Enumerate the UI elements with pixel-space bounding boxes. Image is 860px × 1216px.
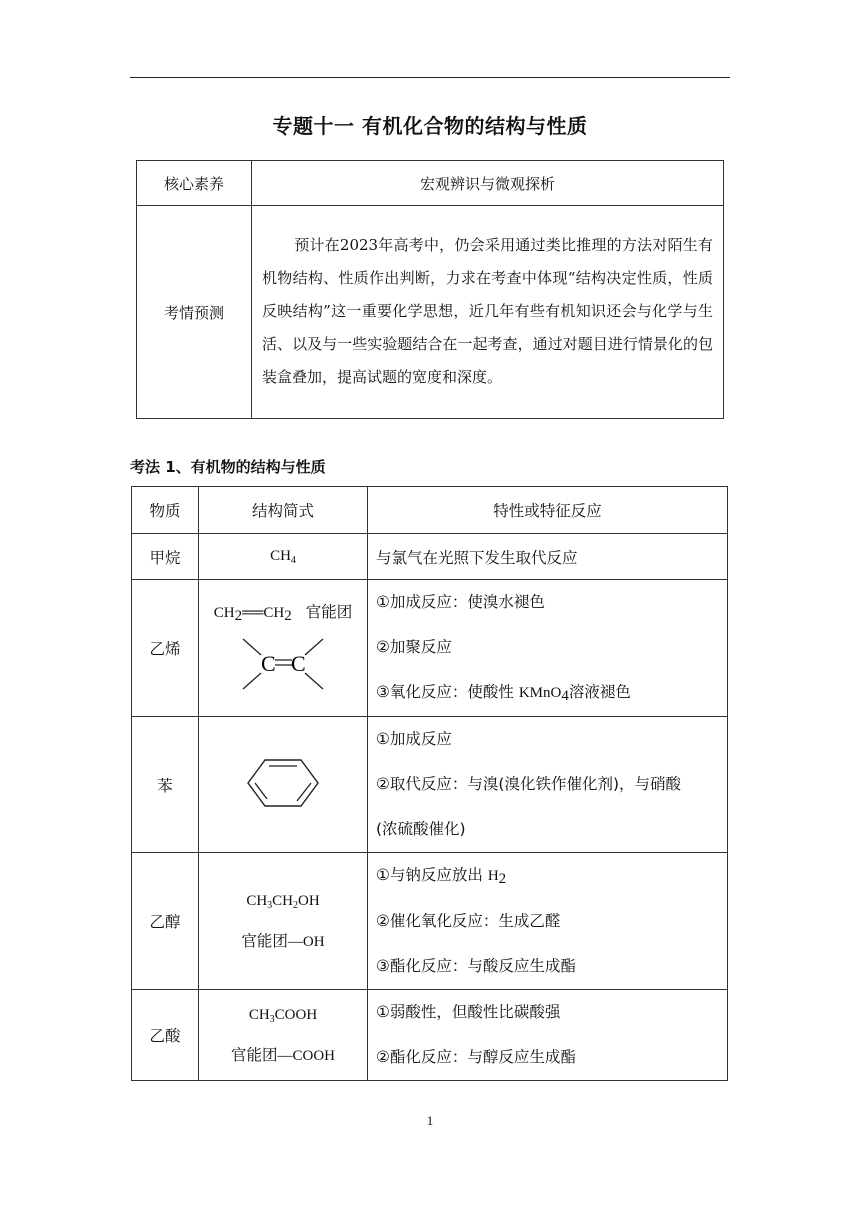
- props-acetic-acid: ①弱酸性，但酸性比碳酸强 ②酯化反应：与醇反应生成酯: [368, 990, 728, 1081]
- group-ethanol: 官能团—OH: [241, 931, 325, 950]
- header-rule: [130, 77, 730, 78]
- props-methane: 与氯气在光照下发生取代反应: [368, 534, 728, 580]
- benzene-ring-diagram: [245, 757, 321, 809]
- structure-ethanol: [199, 853, 368, 990]
- substance-ethylene: 乙烯: [132, 580, 199, 717]
- props-ethanol: ①与钠反应放出 $H_2$ ②催化氧化反应：生成乙醛 ③酯化反应：与酸反应生成酯: [368, 853, 728, 990]
- info-value-core: 宏观辨识与微观探析: [252, 161, 724, 206]
- table-header-row: [132, 487, 728, 534]
- svg-text:C: C: [291, 650, 306, 676]
- formula-methane: $CH_4$: [199, 534, 368, 580]
- section-heading: 考法 1、有机物的结构与性质: [130, 458, 326, 476]
- structure-benzene: [199, 717, 368, 853]
- props-benzene: ①加成反应 ②取代反应：与溴(溴化铁作催化剂)，与硝酸 (浓硫酸催化): [368, 717, 728, 853]
- group-acetic-acid: 官能团—COOH: [230, 1045, 336, 1064]
- substance-benzene: 苯: [132, 717, 199, 853]
- structure-acetic-acid: [199, 990, 368, 1081]
- table-row-benzene: [132, 717, 728, 853]
- header-properties: 特性或特征反应: [368, 487, 728, 534]
- header-structure: 结构简式: [199, 487, 368, 534]
- table-row-methane: [132, 534, 728, 580]
- info-table: [136, 160, 724, 419]
- table-row-acetic-acid: [132, 990, 728, 1081]
- info-key-forecast: 考情预测: [137, 206, 252, 419]
- substance-methane: 甲烷: [132, 534, 199, 580]
- header-substance: 物质: [132, 487, 199, 534]
- table-row-ethylene: [132, 580, 728, 717]
- table-row-ethanol: [132, 853, 728, 990]
- substance-acetic-acid: 乙酸: [132, 990, 199, 1081]
- formula-acetic-acid: $CH_3COOH$: [248, 1006, 318, 1025]
- properties-table: [131, 486, 728, 1081]
- structure-ethylene: [199, 580, 368, 717]
- props-ethylene: ①加成反应：使溴水褪色 ②加聚反应 ③氧化反应：使酸性 KMnO$_4$溶液褪色: [368, 580, 728, 717]
- formula-ethylene: $CH_2══CH_2$ 官能团: [213, 602, 353, 624]
- alkene-functional-group-diagram: [235, 633, 331, 695]
- substance-ethanol: 乙醇: [132, 853, 199, 990]
- page-number: 1: [426, 1113, 434, 1128]
- forecast-text: 预计在2023年高考中，仍会采用通过类比推理的方法对陌生有机物结构、性质作出判断，力求在考查中体现“结构决定性质，性质反映结构”这一重要化学思想，近几年有些有机知识还会与化学与生活、以及与一些实验题结合在一起考查，通过对题目进行情景化的包装盒叠加，提高试题的宽度和深度。: [262, 235, 713, 386]
- page-title: 专题十一 有机化合物的结构与性质: [272, 114, 588, 138]
- formula-ethanol: $CH_3CH_2OH$: [246, 892, 320, 911]
- svg-text:C: C: [261, 650, 276, 676]
- info-value-forecast: [252, 206, 724, 419]
- info-key-core: 核心素养: [137, 161, 252, 206]
